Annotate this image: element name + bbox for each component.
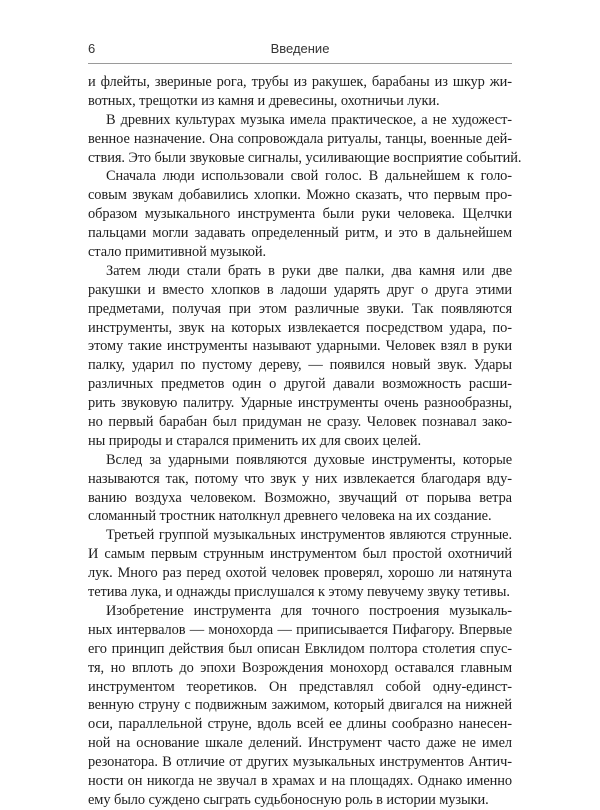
text-line: ствия. Это были звуковые сигналы, усиливающие восприятие событий.: [88, 149, 522, 166]
text-line: рить звуковую палитру. Ударные инструменты очень разнообразны,: [88, 395, 512, 412]
text-line: ему было суждено сыграть судьбоносную роль в истории музыки.: [88, 791, 489, 808]
text-line: И самым первым струнным инструментом был простой охотничий: [88, 546, 512, 563]
text-line: различных предметов один о другой давали возможность расши-: [88, 376, 512, 393]
text-line: лук. Много раз перед охотой человек проверял, хорошо ли натянута: [88, 565, 512, 582]
paragraph: [88, 111, 522, 168]
body-text: [88, 73, 522, 810]
text-line: оси, параллельной струне, вдоль всей ее длины сообразно нанесен-: [88, 716, 512, 733]
paragraph: [88, 73, 512, 111]
text-line: тя, но вплоть до эпохи Возрождения монохорд оставался главным: [88, 659, 512, 676]
text-line: образом музыкального инструмента были руки человека. Щелчки: [88, 206, 512, 223]
text-line: инструментом теоретиков. Он представлял собой одну-единст-: [88, 678, 512, 695]
paragraph: [88, 526, 512, 602]
running-title: Введение: [270, 41, 330, 56]
text-line: сломанный тростник натолкнул древнего человека на их создание.: [88, 508, 492, 525]
text-line: тетива лука, и однажды прислушался к этому певучему звуку тетивы.: [88, 584, 510, 601]
paragraph: [88, 602, 512, 810]
text-line: стало примитивной музыкой.: [88, 244, 267, 261]
text-line: совым звукам добавились хлопки. Можно сказать, что первым про-: [88, 187, 512, 204]
text-line: ности он никогда не звучал в храмах и на площадях. Однако именно: [88, 772, 512, 789]
text-line: Третьей группой музыкальных инструментов являются струнные.: [106, 527, 512, 544]
text-line: но первый барабан был придуман не сразу. Человек познавал зако-: [88, 414, 512, 431]
text-line: венную струну с подвижным зажимом, который двигался на нижней: [88, 697, 512, 714]
text-line: В древних культурах музыка имела практическое, а не художест-: [106, 111, 512, 128]
text-line: ной на основание шкале делений. Инструмент часто даже не имел: [88, 735, 512, 752]
text-line: Изобретение инструмента для точного построения музыкаль-: [106, 602, 512, 619]
text-line: его принцип действия был описан Евклидом полтора столетия спус-: [88, 640, 512, 657]
text-line: венное назначение. Она сопровождала ритуалы, танцы, военные дей-: [88, 130, 512, 147]
text-line: инструменты, звук на которых извлекается посредством удара, по-: [88, 319, 512, 336]
text-line: вотных, трещотки из камня и древесины, охотничьи луки.: [88, 92, 440, 109]
running-header: [88, 41, 512, 64]
text-line: резонатора. В отличие от других музыкальных инструментов Антич-: [88, 754, 512, 771]
paragraph: [88, 451, 512, 527]
text-line: называются так, потому что звук у них извлекается благодаря вду-: [88, 470, 512, 487]
text-line: ванию воздуха человеком. Возможно, звучащий от порыва ветра: [88, 489, 512, 506]
text-line: ны природы и старался применить их для своих целей.: [88, 432, 421, 449]
text-line: Затем люди стали брать в руки две палки, два камня или две: [106, 262, 512, 279]
text-line: и флейты, звериные рога, трубы из ракушек, барабаны из шкур жи-: [88, 74, 512, 90]
text-line: этому такие инструменты называют ударными. Человек взял в руки: [88, 338, 512, 355]
text-line: Сначала люди использовали свой голос. В дальнейшем к голо-: [106, 168, 512, 185]
text-line: ных интервалов — монохорда — приписывается Пифагору. Впервые: [88, 621, 512, 638]
page-number: 6: [88, 41, 96, 56]
paragraph: [88, 167, 512, 261]
paragraph: [88, 262, 512, 451]
text-line: палку, ударил по пустому дереву, — появился новый звук. Удары: [88, 357, 512, 374]
text-line: пальцами могли задавать определенный ритм, и это в дальнейшем: [88, 225, 512, 242]
text-line: Вслед за ударными появляются духовые инструменты, которые: [106, 451, 512, 468]
text-line: предметами, получая при этом различные звуки. Так появляются: [88, 300, 512, 317]
text-line: ракушки и вместо хлопков в ладоши ударять друг о друга этими: [88, 281, 512, 298]
